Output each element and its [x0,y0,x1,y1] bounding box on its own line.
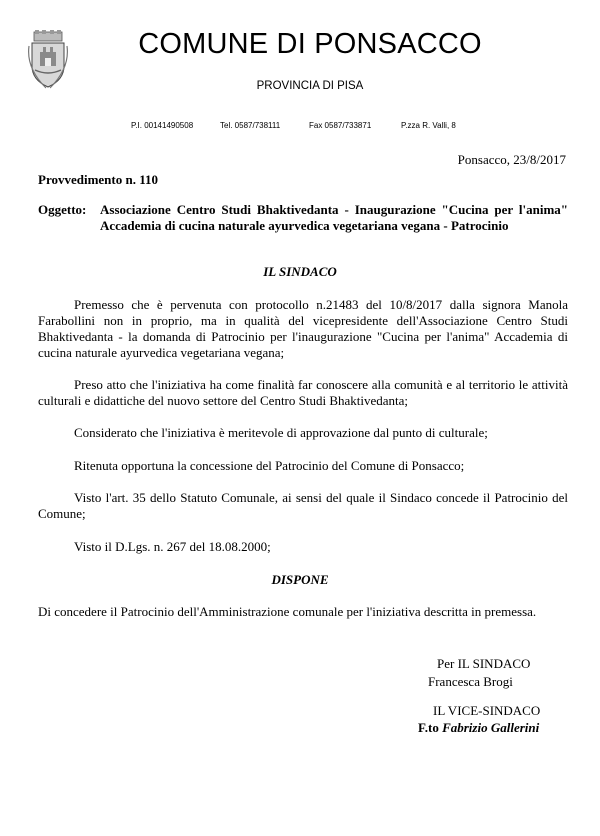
paragraph-text: Di concedere il Patrocinio dell'Amministrazione comunale per l'iniziativa descritta in premessa. [38,604,537,619]
address-text: P.zza R. Valli, 8 [401,121,456,130]
paragraph-ritenuta [38,458,568,474]
vice-sindaco-name: Fabrizio Gallerini [442,720,540,735]
paragraph-preso-atto [38,377,568,409]
dispone-heading: DISPONE [271,572,329,587]
paragraph-text: Ritenuta opportuna la concessione del Patrocinio del Comune di Ponsacco; [74,458,465,473]
oggetto-text: Associazione Centro Studi Bhaktivedanta - Inaugurazione "Cucina per l'anima" Accademia di cucina naturale ayurvedica vegetariana vegana - Patrocinio [100,202,568,233]
il-sindaco-heading: IL SINDACO [263,264,337,279]
oggetto-label: Oggetto: [38,202,87,217]
provincia-subtitle: PROVINCIA DI PISA [256,80,364,92]
vice-sindaco-signature [418,720,539,736]
document-date: Ponsacco, 23/8/2017 [457,152,566,167]
paragraph-text: Preso atto che l'iniziativa ha come finalità far conoscere alla comunità e al territorio le attività culturali e didattiche del nuovo settore del Centro Studi Bhaktivedanta; [38,377,568,408]
sindaco-name: Francesca Brogi [428,674,513,689]
piva-text: P.I. 00141490508 [131,121,194,130]
paragraph-premesso [38,297,568,361]
paragraph-visto-art [38,490,568,522]
tel-text: Tel. 0587/738111 [220,121,281,130]
paragraph-text: Premesso che è pervenuta con protocollo n.21483 del 10/8/2017 dalla signora Manola Farabollini non in proprio, ma in qualità del vicepresidente dell'Associazione Centro Studi Bhaktivedanta - la domanda di Patrocinio per l'inaugurazione "Cucina per l'anima" Accademia di cucina naturale ayurvedica vegetariana vegana; [38,297,568,360]
paragraph-text: Visto l'art. 35 dello Statuto Comunale, ai sensi del quale il Sindaco concede il Patrocinio del Comune; [38,490,568,521]
fax-text: Fax 0587/733871 [309,121,372,130]
per-sindaco-label: Per IL SINDACO [437,656,531,671]
oggetto-block [38,202,568,234]
provvedimento-number: Provvedimento n. 110 [38,172,159,187]
paragraph-text: Visto il D.Lgs. n. 267 del 18.08.2000; [74,539,271,554]
dispone-paragraph [38,604,568,620]
paragraph-considerato [38,425,568,441]
comune-title: COMUNE DI PONSACCO [138,28,482,60]
vice-sindaco-label: IL VICE-SINDACO [433,703,541,718]
fto-label: F.to [418,720,439,735]
paragraph-visto-dlgs [38,539,568,555]
paragraph-text: Considerato che l'iniziativa è meritevole di approvazione dal punto di culturale; [74,425,488,440]
contact-line [0,121,600,135]
